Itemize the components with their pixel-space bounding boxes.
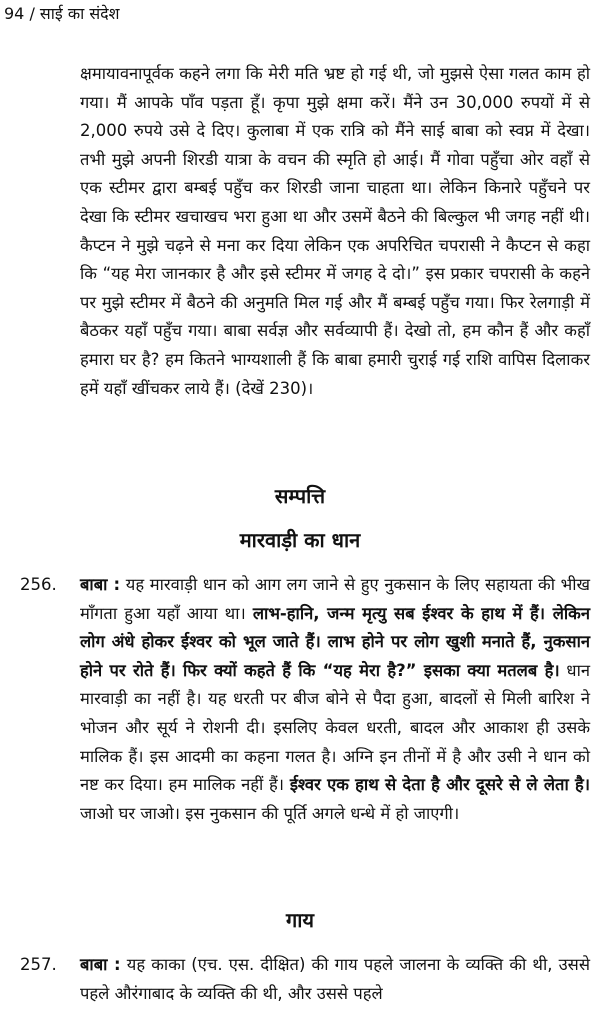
entry-number: 257.: [20, 955, 57, 974]
entry-256: [20, 571, 590, 828]
subheading-marwadi: मारवाड़ी का धान: [239, 528, 361, 552]
entry-number: 256.: [20, 575, 57, 594]
speaker-label: बाबा :: [80, 955, 121, 974]
entry-text: यह मारवाड़ी धान को आग लग जाने से हुए नुकसान के लिए सहायता की भीख माँगता हुआ यहाँ आया था।: [80, 575, 591, 623]
entry-body: [80, 951, 590, 1008]
entry-text: धान मारवाड़ी का नहीं है। यह धरती पर बीज बोने से पैदा हुआ, बादलों से मिली बारिश ने भोजन और सूर्य ने रोशनी दी। इसलिए केवल धरती, बादल और आकाश ही उसके मालिक हैं। इस आदमी का कहना गलत है। अग्नि इन तीनों में है और उसी ने धान को नष्ट कर दिया। हम मालिक नहीं हैं।: [80, 660, 590, 795]
section-heading: सम्पत्ति: [274, 484, 326, 508]
entry-257: [20, 951, 590, 1008]
continuation-paragraph: क्षमायावनापूर्वक कहने लगा कि मेरी मति भ्रष्ट हो गई थी, जो मुझसे ऐसा गलत काम हो गया। मैं आपके पाँव पड़ता हूँ। कृपा मुझे क्षमा करें। मैंने उन 30,000 रुपयों में से 2,000 रुपये उसे दे दिए। कुलाबा में एक रात्रि को मैंने साई बाबा को स्वप्न में देखा। तभी मुझे अपनी शिरडी यात्रा के वचन की स्मृति हो आई। मैं गोवा पहुँचा ओर वहाँ से एक स्टीमर द्वारा बम्बई पहुँच कर शिरडी जाना चाहता था। लेकिन किनारे पहुँचने पर देखा कि स्टीमर खचाखच भरा हुआ था और उसमें बैठने की बिल्कुल भी जगह नहीं थी। कैप्टन ने मुझे चढ़ने से मना कर दिया लेकिन एक अपरिचित चपरासी ने कैप्टन से कहा कि “यह मेरा जानकार है और इसे स्टीमर में जगह दे दो।” इस प्रकार चपरासी के कहने पर मुझे स्टीमर में बैठने की अनुमति मिल गई और मैं बम्बई पहुँच गया। फिर रेलगाड़ी में बैठकर यहाँ पहुँच गया। बाबा सर्वज्ञ और सर्वव्यापी हैं। देखो तो, हम कौन हैं और कहाँ हमारा घर है? हम कितने भाग्यशाली हैं कि बाबा हमारी चुराई गई राशि वापिस दिलाकर हमें यहाँ खींचकर लाये हैं। (देखें 230)।: [80, 64, 590, 398]
entry-bold-text: लाभ-हानि, जन्म मृत्यु सब ईश्वर के हाथ में हैं। लेकिन लोग अंधे होकर ईश्वर को भूल जाते हैं। लाभ होने पर लोग खुशी मनाते हैं, नुकसान होने पर रोते हैं। फिर क्यों कहते हैं कि “यह मेरा है?” इसका क्या मतलब है।: [80, 603, 590, 680]
running-head: 94 / साई का संदेश: [4, 4, 120, 23]
speaker-label: बाबा :: [80, 575, 121, 594]
entry-bold-text: ईश्वर एक हाथ से देता है और दूसरे से ले लेता है।: [289, 775, 591, 795]
entry-text: यह काका (एच. एस. दीक्षित) की गाय पहले जालना के व्यक्ति की थी, उससे पहले औरंगाबाद के व्यक्ति की थी, और उससे पहले: [80, 955, 590, 1003]
continuation-paragraph-block: [80, 60, 590, 403]
subheading-gaay: गाय: [285, 908, 315, 932]
entry-body: [80, 571, 590, 828]
entry-text: जाओ घर जाओ। इस नुकसान की पूर्ति अगले धन्धे में हो जाएगी।: [80, 803, 460, 823]
